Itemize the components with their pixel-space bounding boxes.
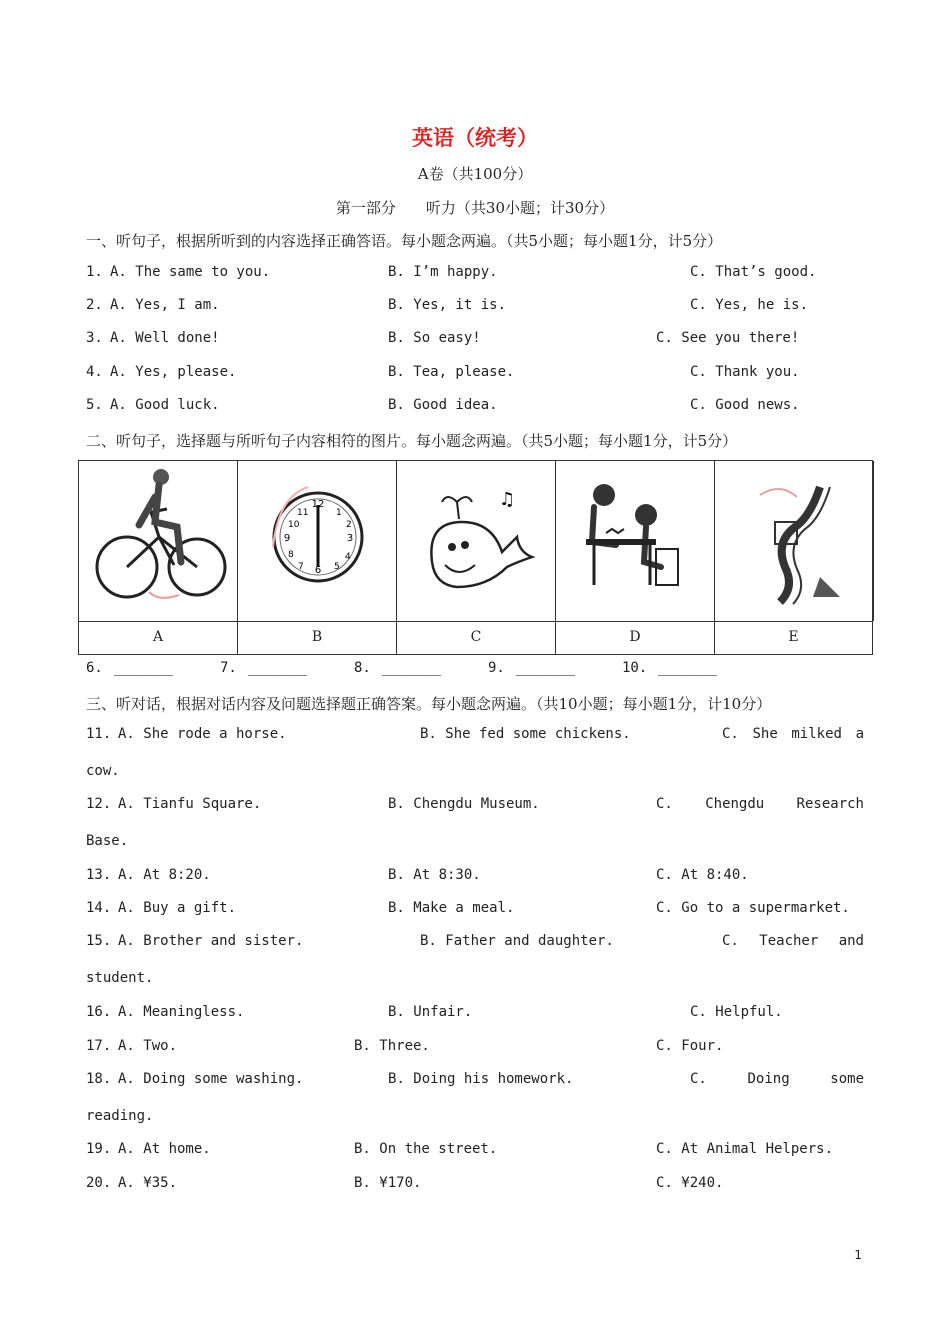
option-c: C. Thank you. [690, 364, 800, 380]
option-a: A. She rode a horse. [118, 726, 287, 742]
option-b: B. Yes, it is. [388, 297, 507, 313]
option-b: B. Father and daughter. [420, 933, 614, 949]
option-b: B. Chengdu Museum. [388, 796, 540, 812]
paper-section-label: A卷（共100分） [417, 165, 533, 183]
option-a: A. At 8:20. [118, 867, 211, 883]
option-a: A. ¥35. [118, 1175, 178, 1191]
svg-text:3: 3 [346, 533, 354, 544]
option-b: B. Make a meal. [388, 900, 515, 916]
option-c: C. Teacher and [722, 933, 864, 949]
picture-label-a: A [79, 621, 238, 654]
svg-text:11: 11 [297, 508, 309, 518]
svg-text:9: 9 [283, 533, 291, 544]
part-one-heading: 第一部分 听力（共30小题；计30分） [335, 199, 615, 217]
question-number: 19. [86, 1141, 112, 1157]
picture-label-c: C [397, 621, 556, 654]
option-a: A. Yes, I am. [110, 297, 220, 313]
svg-text:8: 8 [288, 550, 294, 560]
option-b: B. I’m happy. [388, 264, 498, 280]
option-a: A. At home. [118, 1141, 211, 1157]
svg-text:♫: ♫ [499, 489, 516, 510]
picture-label-e: E [715, 621, 872, 654]
svg-text:5: 5 [334, 562, 340, 572]
question-number: 16. [86, 1004, 112, 1020]
svg-text:6: 6 [314, 565, 322, 576]
picture-e-great-wall [715, 461, 874, 621]
option-a: A. Doing some washing. [118, 1071, 304, 1087]
picture-c-singing-whale [397, 461, 556, 621]
picture-table [78, 460, 873, 655]
option-c-continued: Base. [86, 833, 129, 849]
picture-a-cyclist [79, 461, 238, 621]
answer-blank: _______ [516, 660, 576, 676]
section2-heading: 二、听句子，选择题与所听句子内容相符的图片。每小题念两遍。（共5小题；每小题1分，计5分） [86, 432, 738, 450]
option-c: C. At Animal Helpers. [656, 1141, 834, 1157]
picture-b-clock [238, 461, 397, 621]
answer-number: 6. [86, 660, 103, 676]
option-c-continued: student. [86, 970, 154, 986]
question-number: 4. [86, 364, 103, 380]
option-c: C. She milked a [722, 726, 864, 742]
option-c: C. Good news. [690, 397, 800, 413]
option-b: B. Doing his homework. [388, 1071, 574, 1087]
svg-text:2: 2 [346, 520, 352, 530]
question-number: 2. [86, 297, 103, 313]
option-a: A. Two. [118, 1038, 178, 1054]
answer-blank: _______ [114, 660, 174, 676]
option-b: B. Good idea. [388, 397, 498, 413]
question-number: 14. [86, 900, 112, 916]
question-number: 5. [86, 397, 103, 413]
option-c: C. Helpful. [690, 1004, 783, 1020]
option-b: B. Tea, please. [388, 364, 515, 380]
picture-label-d: D [556, 621, 715, 654]
svg-text:4: 4 [345, 552, 351, 562]
option-a: A. Tianfu Square. [118, 796, 262, 812]
option-b: B. Unfair. [388, 1004, 473, 1020]
option-c: C. See you there! [656, 330, 800, 346]
option-a: A. Good luck. [110, 397, 220, 413]
answer-blank: _______ [658, 660, 718, 676]
answer-number: 10. [622, 660, 648, 676]
option-a: A. The same to you. [110, 264, 271, 280]
option-c: C. That’s good. [690, 264, 817, 280]
option-a: A. Well done! [110, 330, 220, 346]
question-number: 17. [86, 1038, 112, 1054]
answer-blank: _______ [382, 660, 442, 676]
option-c: C. Doing some [690, 1071, 864, 1087]
option-b: B. ¥170. [354, 1175, 422, 1191]
svg-text:12: 12 [311, 499, 325, 510]
section3-heading: 三、听对话，根据对话内容及问题选择题正确答案。每小题念两遍。（共10小题；每小题1分，计10分） [86, 695, 772, 713]
svg-text:1: 1 [336, 508, 342, 518]
answer-number: 9. [488, 660, 505, 676]
question-number: 3. [86, 330, 103, 346]
question-number: 1. [86, 264, 103, 280]
picture-label-b: B [238, 621, 397, 654]
option-c-continued: reading. [86, 1108, 154, 1124]
option-c: C. Chengdu Research [656, 796, 864, 812]
option-b: B. At 8:30. [388, 867, 481, 883]
question-number: 11. [86, 726, 112, 742]
option-a: A. Yes, please. [110, 364, 237, 380]
option-c: C. Go to a supermarket. [656, 900, 850, 916]
option-b: B. She fed some chickens. [420, 726, 631, 742]
answer-number: 7. [220, 660, 237, 676]
option-b: B. On the street. [354, 1141, 498, 1157]
question-number: 13. [86, 867, 112, 883]
option-c: C. ¥240. [656, 1175, 724, 1191]
picture-d-kids-chess [556, 461, 715, 621]
question-number: 12. [86, 796, 112, 812]
exam-title: 英语（统考） [412, 126, 538, 150]
option-b: B. Three. [354, 1038, 430, 1054]
question-number: 20. [86, 1175, 112, 1191]
option-b: B. So easy! [388, 330, 481, 346]
svg-text:10: 10 [288, 520, 300, 530]
page-number: 1 [854, 1248, 862, 1262]
option-c: C. Yes, he is. [690, 297, 809, 313]
option-a: A. Buy a gift. [118, 900, 237, 916]
answer-blank: _______ [248, 660, 308, 676]
option-c-continued: cow. [86, 763, 120, 779]
option-c: C. Four. [656, 1038, 724, 1054]
option-c: C. At 8:40. [656, 867, 749, 883]
question-number: 15. [86, 933, 112, 949]
option-a: A. Brother and sister. [118, 933, 304, 949]
question-number: 18. [86, 1071, 112, 1087]
option-a: A. Meaningless. [118, 1004, 245, 1020]
section1-heading: 一、听句子，根据所听到的内容选择正确答语。每小题念两遍。（共5小题；每小题1分，计5分） [86, 232, 723, 250]
answer-number: 8. [354, 660, 371, 676]
svg-text:7: 7 [298, 562, 304, 572]
